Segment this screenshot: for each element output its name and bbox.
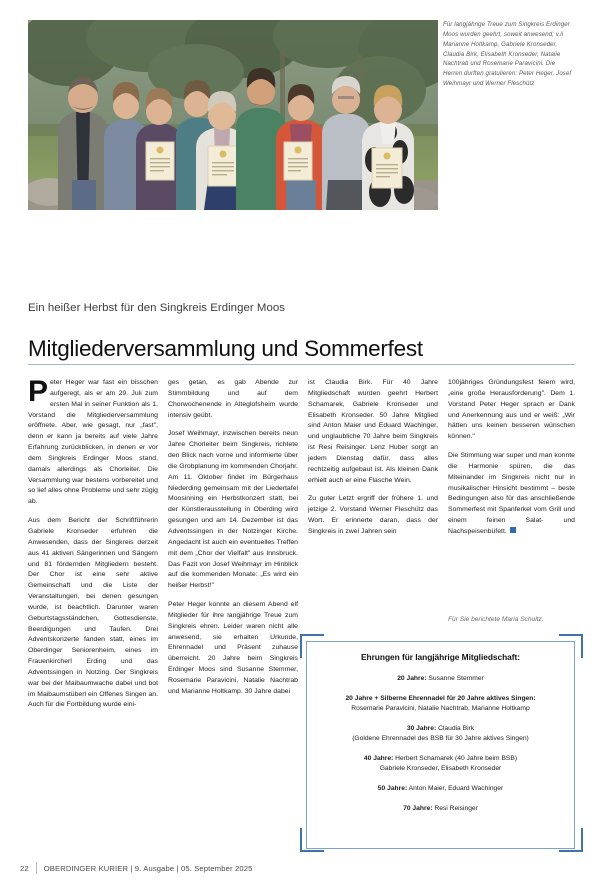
paragraph: ges getan, es gab Abende zur Stimmbildung und auf dem Chorwochenende in Alteglofsheim wurde intensiv geübt.	[168, 379, 298, 419]
drop-cap: P	[28, 375, 49, 408]
honour-entry	[317, 804, 564, 814]
publication-info: OBERDINGER KURIER | 9. Ausgabe | 05. September 2025	[43, 863, 253, 873]
honour-years: 50 Jahre:	[377, 784, 408, 792]
honour-names: Susanne Stemmer	[426, 675, 484, 683]
honour-note: (Goldene Ehrennadel des BSB für 30 Jahre aktives Singen)	[352, 735, 529, 743]
headline-divider	[28, 364, 575, 365]
body-column-1	[28, 375, 158, 711]
honour-years: 20 Jahre:	[397, 675, 427, 683]
paragraph: ist Claudia Birk. Für 40 Jahre Mitgliedschaft wurden geehrt Herbert Schamarek, Gabriele Kronseder und Elisabeth Kronseder. 50 Jahre Mitglied sind Anton Maier und Eduard Wachinger, und unglaubliche 70 Jahre beim Singkreis ist Resi Reisinger. Lenz Huber sorgt an jedem Dienstag dafür, dass alles rechtzeitig aufgebaut ist. Als kleinen Dank erhielt auch er eine Flasche Wein.	[308, 379, 438, 484]
honour-entry	[317, 754, 564, 774]
honour-names: Anton Maier, Eduard Wachinger	[407, 784, 504, 792]
honours-list	[317, 674, 564, 813]
paragraph: 100jähriges Gründungsfest feiern wird, „eine große Herausforderung". Dem 1. Vorstand Peter Heger sprach er Dank und Anerkennung aus und er weiß: „Wir hätten uns keinen besseren wünschen können."	[448, 379, 575, 441]
article-byline: Für Sie berichtete Maria Schultz.	[448, 616, 544, 623]
honour-years: 20 Jahre + Silberne Ehrennadel für 20 Jahre aktives Singen:	[345, 695, 536, 703]
paragraph: Zu guter Letzt ergriff der frühere 1. und jetzige 2. Vorstand Werner Fleschütz das Wort. Er erinnerte daran, dass der Singkreis in zwei Jahren sein	[308, 495, 438, 535]
honour-entry	[317, 674, 564, 684]
honour-entry	[317, 784, 564, 794]
photo-block	[28, 20, 575, 210]
paragraph	[448, 451, 575, 538]
paragraph: Aus dem Bericht der Schriftführerin Gabriele Kronseder erfuhren die Anwesenden, dass der Singkreis derzeit aus 41 aktiven Sängerinnen und Sängern und 81 fördernden Mitgliedern besteht. Der Chor ist eine sehr aktive Gemeinschaft und die Liste der Veranstaltungen, bei denen gesungen wurde, ist beachtlich. Darunter waren Geburtstagsständchen, Gottesdienste, Beerdigungen und Taufen. Drei Adventskonzerte fanden statt, eines im Oberdinger Seniorenheim, eines im Frauenkircherl Erding und das Adventssingen in Notzing. Der Singkreis war bei der Maibaumwache dabei und bot im Maibaumstüberl ein Offenes Singen an. Auch für die Fortbildung wurde eini-	[28, 517, 158, 709]
honour-years: 70 Jahre:	[403, 804, 433, 812]
article-kicker: Ein heißer Herbst für den Singkreis Erdinger Moos	[28, 302, 285, 314]
page-footer	[20, 862, 252, 874]
paragraph: Peter Heger konnte an diesem Abend elf Mitglieder für ihre langjährige Treue zum Singkreis ehren. Leider waren nicht alle anwesend, sie erhalten Urkunde, Ehrennadel und Präsent zuhause überreicht. 20 Jahre beim Singkreis Erdinger Moos sind Susanne Stemmer, Rosemarie Paravicini, Natalie Nachtrab und Marianne Holtkamp. 30 Jahre dabei	[168, 601, 298, 695]
group-photo-illustration	[28, 20, 438, 210]
honour-entry	[317, 694, 564, 714]
honour-names: Claudia Birk	[436, 725, 475, 733]
paragraph: Josef Weihmayr, inzwischen bereits neun Jahre Chorleiter beim Singkreis, richtete den Blick nach vorne und informierte über die Grobplanung im kommenden Chorjahr. Am 11. Oktober findet im Bürgerhaus Niederding gemeinsam mit der Liedertafel Moosinning ein Herbstkonzert statt, bei der Künstlerausstellung in Oberding wird gesungen und am 14. Dezember ist das Adventssingen in der Notzinger Kirche. Angedacht ist auch ein eventuelles Treffen mit dem „Chor der Vielfalt" aus Innsbruck. Das Fazit von Josef Weihmayr im Hinblick auf die kommenden Monate: „Es wird ein heißer Herbst!"	[168, 430, 298, 590]
paragraph	[28, 375, 158, 508]
honour-names: Herbert Schamarek (40 Jahre beim BSB)	[393, 754, 518, 762]
honour-years: 40 Jahre:	[363, 754, 394, 762]
honours-box-title: Ehrungen für langjährige Mitgliedschaft:	[361, 652, 520, 662]
paragraph-text: Die Stimmung war super und man konnte die Harmonie spüren, die das Miteinander im Singkreis nicht nur in musikalischer Hinsicht bestimmt – beste Bedingungen also für das anschließende Sommerfest mit Spanferkel vom Grill und einem feinen Salat- und Nachspeisenbüfett.	[448, 452, 575, 535]
honour-names: Resi Reisinger	[432, 804, 478, 812]
honour-names: Rosemarie Paravicini, Natalie Nachtrab, Marianne Holtkamp	[351, 705, 530, 713]
page-title: Mitgliederversammlung und Sommerfest	[28, 336, 423, 362]
body-column-2	[168, 378, 298, 698]
honour-years: 30 Jahre:	[406, 725, 437, 733]
body-column-3	[308, 378, 438, 538]
photo-caption: Für langjährige Treue zum Singkreis Erdinger Moos wurden geehrt, soweit anwesend; v.li Marianne Holtkamp, Gabriele Kronseder, Claudia Birk, Elisabeth Kronseder, Natalie Nachtrab und Rosemarie Paravicini. Die Herren durften gratulieren: Peter Heger, Josef Weihmayr und Werner Fleschütz	[443, 21, 572, 88]
honour-entry	[317, 724, 564, 744]
honours-box	[306, 641, 575, 849]
group-photo	[28, 20, 438, 210]
footer-divider	[36, 862, 37, 874]
page-number: 22	[20, 863, 29, 873]
end-mark-icon	[510, 527, 516, 533]
paragraph-text: eter Heger war fast ein bisschen aufgeregt, als er am 29. Juli zum ersten Mal in seiner Funktion als 1. Vorstand die Mitgliederversammlung eröffnete. Aber, wie gesagt, nur „fast", denn er kann ja bereits auf viele Jahre Erfahrung zurückblicken, in denen er vor dem Singkreis Erdinger Moos stand, damals allerdings als Chorleiter. Die Versammlung war bestens vorbereitet und so lief alles ohne Probleme und sehr zügig ab.	[28, 379, 158, 506]
honour-note: Gabriele Kronseder, Elisabeth Kronseder	[379, 764, 502, 772]
body-column-4	[448, 378, 575, 538]
